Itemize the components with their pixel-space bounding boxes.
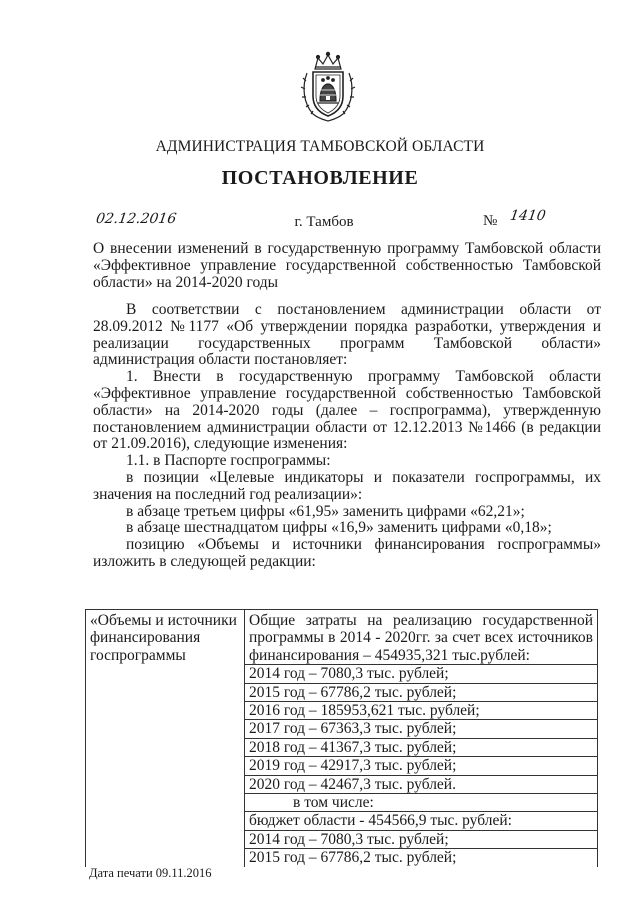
funding-year-row: 2016 год – 185953,621 тыс. рублей; — [245, 702, 597, 720]
regional-year-row: 2014 год – 7080,3 тыс. рублей; — [245, 831, 597, 849]
issue-city: г. Тамбов — [294, 214, 354, 230]
item-1-1-paragraph: 1.1. в Паспорте госпрограммы: — [126, 452, 331, 470]
funding-year-row: 2018 год – 41367,3 тыс. рублей; — [245, 739, 597, 757]
document-type-title: ПОСТАНОВЛЕНИЕ — [221, 167, 419, 189]
regional-year-row: 2015 год – 67786,2 тыс. рублей; — [249, 849, 457, 867]
agency-name: АДМИНИСТРАЦИЯ ТАМБОВСКОЙ ОБЛАСТИ — [155, 138, 485, 155]
item-1-paragraph: 1. Внести в государственную программу Тамбовской области «Эффективное управление государственной собственностью Тамбовской области» на 2014-2020 годы (далее – госпрограмма), утвержденную постановлением администрации области от 12.12.2013 №1466 (в редакции от 21.09.2016), следующие изменения: — [93, 368, 601, 453]
coat-of-arms-icon — [299, 51, 357, 123]
funding-year-row: 2019 год – 42917,3 тыс. рублей; — [245, 757, 597, 775]
coat-of-arms-emblem — [299, 51, 357, 123]
funding-position-paragraph: позицию «Объемы и источники финансирования госпрограммы» изложить в следующей редакции: — [93, 536, 601, 570]
targets-position-paragraph: в позиции «Целевые индикаторы и показатели госпрограммы, их значения на последний год реализации»: — [93, 468, 601, 503]
funding-year-row: 2017 год – 67363,3 тыс. рублей; — [245, 720, 597, 738]
table-cell-funding — [245, 610, 598, 867]
funding-year-row: 2020 год – 42467,3 тыс. рублей. — [245, 776, 597, 794]
funding-table — [85, 609, 598, 867]
funding-total: Общие затраты на реализацию государственной программы в 2014 - 2020гг. за счет всех источников финансирования – 454935,321 тыс.рублей: — [245, 612, 597, 665]
print-date: Дата печати 09.11.2016 — [89, 866, 212, 880]
number-label: № — [483, 213, 498, 229]
including-label: в том числе: — [245, 794, 597, 812]
paragraph-16-change: в абзаце шестнадцатом цифры «16,9» заменить цифрами «0,18»; — [126, 519, 552, 537]
regional-budget-total: бюджет области - 454566,9 тыс. рублей: — [245, 812, 597, 830]
paragraph-3-change: в абзаце третьем цифры «61,95» заменить цифрами «62,21»; — [126, 502, 525, 520]
document-subject: О внесении изменений в государственную программу Тамбовской области «Эффективное управление государственной собственностью Тамбовской области» на 2014-2020 годы — [93, 240, 601, 291]
handwritten-document-number: 1410 — [508, 208, 547, 224]
handwritten-date: 02.12.2016 — [94, 211, 178, 227]
document-body — [93, 302, 601, 571]
table-row — [86, 610, 598, 867]
funding-year-row: 2014 год – 7080,3 тыс. рублей; — [245, 665, 597, 683]
funding-year-row: 2015 год – 67786,2 тыс. рублей; — [245, 684, 597, 702]
intro-paragraph: В соответствии с постановлением администрации области от 28.09.2012 №1177 «Об утверждении порядка разработки, утверждения и реализации государственных программ Тамбовской области» администрация области постановляет: — [93, 301, 601, 369]
table-cell-position: «Объемы и источники финансирования госпрограммы — [86, 610, 245, 867]
